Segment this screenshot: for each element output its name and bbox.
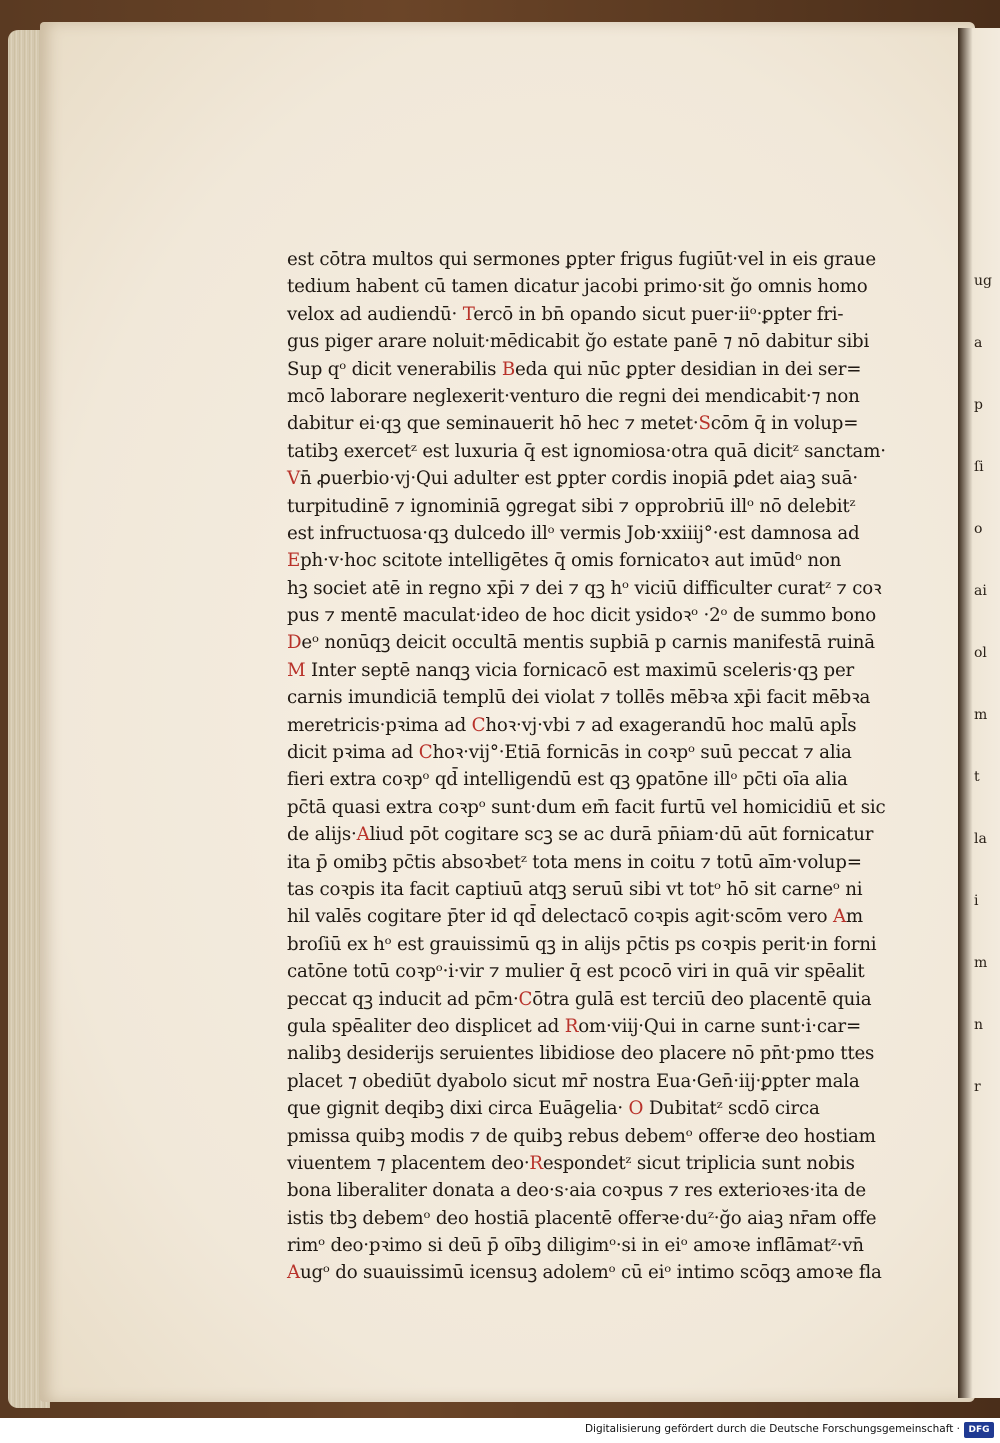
text-line: tas coꝛpis ita facit captiuū atqꝫ seruū sibi vt totᵒ hō sit carneᵒ ni bbox=[287, 878, 863, 900]
dfg-logo: DFG bbox=[964, 1422, 994, 1438]
rubricated-initial: D bbox=[287, 632, 302, 654]
facing-page-fragment: ai bbox=[974, 583, 987, 599]
text-line: placet ⁊ obediūt dyabolo sicut mr̄ nostra Eua·Gen̄·iij·ꝑpter mala bbox=[287, 1070, 860, 1092]
footer-credit: Digitalisierung gefördert durch die Deutsche Forschungsgemeinschaft · bbox=[584, 1423, 960, 1435]
text-line: mcō laborare neglexerit·venturo die regni dei mendicabit·⁊ non bbox=[287, 385, 860, 407]
text-line: ita p̄ omibꝫ pc̄tis absoꝛbetᶻ tota mens in coitu ⁊ totū aīm·volup= bbox=[287, 851, 862, 873]
rubricated-initial: R bbox=[529, 1152, 543, 1174]
text-line: fieri extra coꝛpᵒ qd̄ intelligendū est qꝫ ꝯpatōne illᵒ pc̄ti oīa alia bbox=[287, 769, 848, 791]
text-line: meretricis·pꝛima ad Choꝛ·vj·vbi ⁊ ad exagerandū hoc malū apl̄s bbox=[287, 714, 857, 736]
rubricated-initial: A bbox=[287, 1262, 300, 1284]
text-line: bona liberaliter donata a deo·s·aia coꝛpus ⁊ res exterioꝛes·ita de bbox=[287, 1180, 866, 1202]
facing-page-sliver bbox=[958, 28, 1000, 1398]
text-line: de alijs·Aliud pōt cogitare scꝫ se ac durā pn̄iam·dū aūt fornicatur bbox=[287, 824, 874, 846]
rubricated-initial: E bbox=[287, 550, 301, 572]
text-line: pc̄tā quasi extra coꝛpᵒ sunt·dum em̄ facit furtū vel homicidiū et sic bbox=[287, 796, 886, 818]
footer-bar bbox=[0, 1418, 1000, 1443]
rubricated-initial: S bbox=[698, 413, 711, 435]
text-line: tatibꝫ exercetᶻ est luxuria q̄ est ignomiosa·otra quā dicitᶻ sanctam· bbox=[287, 440, 886, 462]
text-line: tedium habent cū tamen dicatur jacobi primo·sit ğo omnis homo bbox=[287, 276, 868, 298]
text-line: dicit pꝛima ad Choꝛ·vij°·Etiā fornicās in coꝛpᵒ suū peccat ⁊ alia bbox=[287, 742, 852, 764]
facing-page-fragment: r bbox=[974, 1079, 981, 1095]
text-line: carnis imundiciā templū dei violat ⁊ tollēs mēbꝛa xp̄i facit mēbꝛa bbox=[287, 687, 871, 709]
facing-page-fragment: ſi bbox=[974, 459, 984, 475]
facing-page-fragment: t bbox=[974, 769, 980, 785]
facing-page-fragment: a bbox=[974, 335, 983, 351]
text-line: broſiū ex hᵒ est grauissimū qꝫ in alijs pc̄tis ps coꝛpis perit·in forni bbox=[287, 933, 877, 955]
text-line: pus ⁊ mentē maculat·ideo de hoc dicit ysidoꝛᵒ ·2ᵒ de summo bono bbox=[287, 605, 876, 627]
rubricated-initial: C bbox=[418, 742, 433, 764]
text-line: hil valēs cogitare p̄ter id qd̄ delectacō coꝛpis agit·scōm vero Am bbox=[287, 906, 863, 928]
text-line: est cōtra multos qui sermones ꝑpter frigus fugiūt·vel in eis graue bbox=[287, 249, 876, 270]
facing-page-fragment: m bbox=[974, 955, 988, 971]
facing-page-fragment: la bbox=[974, 831, 987, 847]
text-line: Vn̄ ꝓuerbio·vj·Qui adulter est ꝑpter cordis inopiā ꝑdet aiaꝫ suā· bbox=[287, 468, 858, 490]
text-line: Deᵒ nonūqꝫ deicit occultā mentis supbiā p carnis manifestā ruinā bbox=[287, 632, 875, 654]
facing-page-fragment: ug bbox=[974, 273, 992, 289]
facing-page-fragment: n bbox=[974, 1017, 984, 1033]
text-line: velox ad audiendū· Tercō in bn̄ opando sicut puer·iiᵒ·ꝑpter fri- bbox=[287, 303, 844, 325]
text-line: turpitudinē ⁊ ignominiā ꝯgregat sibi ⁊ opprobriū illᵒ nō delebitᶻ bbox=[287, 495, 856, 517]
text-line: rimᵒ deo·pꝛimo si deū p̄ oībꝫ diligimᵒ·si in eiᵒ amoꝛe inflāmatᶻ·vn̄ bbox=[287, 1235, 864, 1257]
text-line: gus piger arare noluit·mēdicabit ğo estate panē ⁊ nō dabitur sibi bbox=[287, 331, 870, 353]
text-line: que gignit deqibꝫ dixi circa Euāgelia· O Dubitatᶻ scdō circa bbox=[287, 1098, 820, 1120]
text-line: M Inter septē nanqꝫ vicia fornicacō est maximū sceleris·qꝫ per bbox=[287, 659, 855, 681]
rubricated-initial: M bbox=[287, 659, 306, 681]
rubricated-initial: T bbox=[462, 303, 474, 325]
text-line: gula spēaliter deo displicet ad Rom·viij·Qui in carne sunt·i·car= bbox=[287, 1015, 862, 1037]
rubricated-initial: A bbox=[832, 906, 846, 928]
text-line: pmissa quibꝫ modis ⁊ de quibꝫ rebus debemᵒ offerꝛe deo hostiam bbox=[287, 1125, 876, 1147]
text-line: Augᵒ do suauissimū icensuꝫ adolemᵒ cū eiᵒ intimo scōqꝫ amoꝛe fla bbox=[287, 1262, 882, 1284]
facing-page-fragment: p bbox=[974, 397, 983, 413]
text-line: nalibꝫ desiderijs seruientes libidiose deo placere nō pn̄t·pmo ttes bbox=[287, 1043, 875, 1065]
text-line: catōne totū coꝛpᵒ·i·vir ⁊ mulier q̄ est pcocō viri in quā vir spēalit bbox=[287, 961, 865, 983]
text-line: istis tbꝫ debemᵒ deo hostiā placentē offerꝛe·duᶻ·ğo aiaꝫ nr̄am offe bbox=[287, 1207, 877, 1229]
rubricated-initial: B bbox=[501, 358, 516, 380]
text-line: dabitur ei·qꝫ que seminauerit hō hec ⁊ metet·Scōm q̄ in volup= bbox=[287, 413, 859, 435]
text-line: est infructuosa·qꝫ dulcedo illᵒ vermis Job·xxiiij°·est damnosa ad bbox=[287, 522, 860, 544]
facing-page-fragment: m bbox=[974, 707, 988, 723]
text-line: Sup qᵒ dicit venerabilis Beda qui nūc ꝑpter desidian in dei ser= bbox=[287, 358, 862, 380]
rubricated-initial: C bbox=[471, 714, 486, 736]
rubricated-initial: R bbox=[564, 1015, 579, 1037]
facing-page-fragment: o bbox=[974, 521, 983, 537]
incunable-text-block bbox=[287, 246, 887, 1287]
text-line: viuentem ⁊ placentem deo·Respondetᶻ sicut triplicia sunt nobis bbox=[287, 1152, 855, 1174]
rubricated-initial: O bbox=[628, 1098, 644, 1120]
rubricated-initial: C bbox=[518, 988, 533, 1010]
facing-page-fragment: i bbox=[974, 893, 979, 909]
rubricated-initial: A bbox=[356, 824, 370, 846]
text-line: Eph·v·hoc scitote intelligētes q̄ omis fornicatoꝛ aut imūdᵒ non bbox=[287, 550, 842, 572]
facing-page-fragment: ol bbox=[974, 645, 987, 661]
rubricated-initial: V bbox=[287, 468, 300, 490]
text-line: peccat qꝫ inducit ad pc̄m·Cōtra gulā est terciū deo placentē quia bbox=[287, 988, 872, 1010]
text-line: hꝫ societ atē in regno xp̄i ⁊ dei ⁊ qꝫ hᵒ viciū difficulter curatᶻ ⁊ coꝛ bbox=[287, 577, 882, 599]
